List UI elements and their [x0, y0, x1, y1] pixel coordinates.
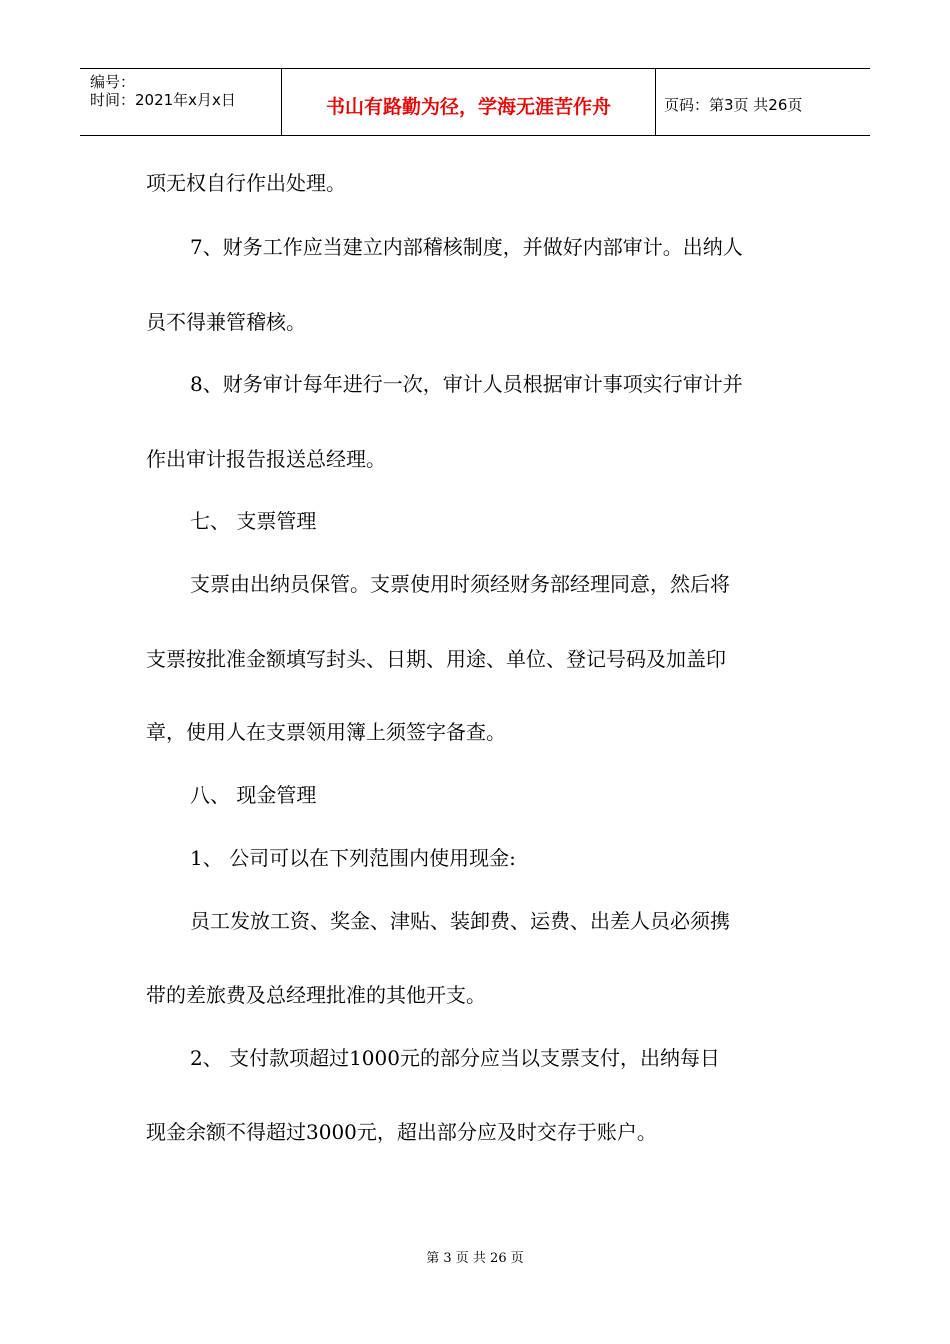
document-number-label: 编号：	[90, 73, 136, 91]
section-heading: 七、 支票管理	[190, 509, 317, 533]
section-heading: 八、 现金管理	[190, 783, 317, 807]
text-line: 带的差旅费及总经理批准的其他开支。	[146, 983, 486, 1007]
header-page-number: 页码：第3页 共26页	[664, 96, 803, 114]
text-line: 1、 公司可以在下列范围内使用现金:	[190, 846, 516, 870]
text-line: 2、 支付款项超过1000元的部分应当以支票支付，出纳每日	[190, 1046, 720, 1070]
header-meta-cell	[80, 69, 282, 135]
text-line: 项无权自行作出处理。	[146, 171, 346, 195]
footer-page-number: 第 3 页 共 26 页	[426, 1251, 524, 1266]
header-motto: 书山有路勤为径，学海无涯苦作舟	[325, 96, 611, 118]
header-motto-cell	[282, 69, 656, 135]
text-line: 7、财务工作应当建立内部稽核制度，并做好内部审计。出纳人	[190, 235, 743, 259]
page-header	[80, 68, 870, 136]
text-line: 章，使用人在支票领用簿上须签字备查。	[146, 720, 506, 744]
text-line: 现金余额不得超过3000元，超出部分应及时交存于账户。	[146, 1120, 657, 1144]
text-line: 8、财务审计每年进行一次，审计人员根据审计事项实行审计并	[190, 372, 743, 396]
text-line: 作出审计报告报送总经理。	[146, 447, 386, 471]
page-footer	[0, 1247, 950, 1266]
text-line: 支票按批准金额填写封头、日期、用途、单位、登记号码及加盖印	[146, 647, 726, 671]
text-line: 支票由出纳员保管。支票使用时须经财务部经理同意，然后将	[190, 572, 730, 596]
text-line: 员不得兼管稽核。	[146, 310, 306, 334]
document-time-label: 时间：2021年x月x日	[90, 91, 236, 109]
text-line: 员工发放工资、奖金、津贴、装卸费、运费、出差人员必须携	[190, 909, 730, 933]
header-page-cell	[656, 69, 870, 135]
